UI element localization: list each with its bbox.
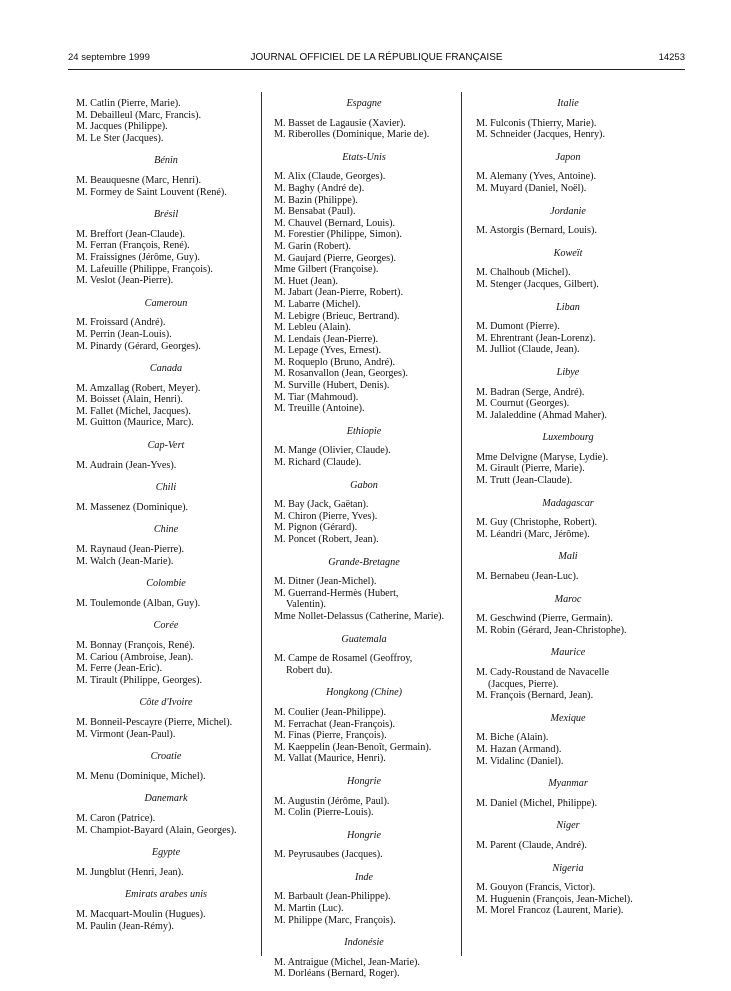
person-entry: M. Lendais (Jean-Pierre). bbox=[274, 333, 379, 345]
person-entry: M. Bonnay (François, René). bbox=[76, 640, 195, 651]
person-entry: M. Garin (Robert). bbox=[274, 240, 351, 252]
country-section bbox=[476, 367, 660, 421]
person-entry: M. Beauquesne (Marc, Henri). bbox=[76, 174, 202, 186]
country-heading: Bénin bbox=[154, 155, 178, 167]
person-entry: M. Bazin (Philippe). bbox=[274, 194, 358, 206]
person-entry: M. Cariou (Ambroise, Jean). bbox=[76, 651, 194, 663]
country-section bbox=[274, 776, 454, 819]
person-entry: M. Veslot (Jean-Pierre). bbox=[76, 275, 174, 287]
person-entry: M. Hazan (Armand). bbox=[476, 743, 562, 755]
person-entry: M. Roqueplo (Bruno, André). bbox=[274, 356, 396, 368]
country-section bbox=[76, 155, 256, 198]
column-3 bbox=[476, 98, 660, 928]
person-entry: M. Jabart (Jean-Pierre, Robert). bbox=[274, 287, 403, 299]
country-section bbox=[476, 98, 660, 141]
person-entry: M. Cady-Roustand de Navacelle bbox=[476, 667, 609, 678]
country-heading: Libye bbox=[556, 366, 580, 378]
country-heading: Corée bbox=[153, 620, 179, 632]
country-section bbox=[274, 830, 454, 861]
person-entry: M. Bensabat (Paul). bbox=[274, 206, 356, 218]
country-section bbox=[76, 620, 256, 686]
person-entry: M. Trutt (Jean-Claude). bbox=[476, 475, 573, 487]
person-entry: M. Biche (Alain). bbox=[476, 732, 549, 744]
person-entry: M. Paulin (Jean-Rémy). bbox=[76, 920, 174, 932]
country-heading: Japon bbox=[555, 151, 581, 163]
country-section bbox=[476, 594, 660, 637]
person-entry: M. Campe de Rosamel (Geoffroy, bbox=[274, 653, 413, 665]
person-entry: M. Chauvel (Bernard, Louis). bbox=[274, 217, 396, 229]
person-entry: M. Vallat (Maurice, Henri). bbox=[274, 753, 386, 765]
person-entry: M. Lebigre (Brieuc, Bertrand). bbox=[274, 310, 400, 322]
person-entry: M. Ferre (Jean-Eric). bbox=[76, 663, 162, 675]
country-heading: Hongrie bbox=[347, 775, 381, 787]
country-heading: Jordanie bbox=[550, 205, 586, 217]
person-entry: M. Basset de Lagausie (Xavier). bbox=[274, 117, 406, 129]
country-heading: Hongrie bbox=[347, 829, 381, 841]
country-section bbox=[76, 578, 256, 609]
person-entry: M. Boisset (Alain, Henri). bbox=[76, 394, 183, 406]
country-section bbox=[476, 432, 660, 486]
person-entry: (Jacques, Pierre). bbox=[488, 678, 559, 690]
person-entry: Mme Nollet-Delassus (Catherine, Marie). bbox=[274, 610, 445, 622]
person-entry: M. Ferran (François, René). bbox=[76, 240, 190, 252]
country-heading: Egypte bbox=[151, 847, 181, 859]
header-date: 24 septembre 1999 bbox=[68, 52, 150, 63]
page-number: 14253 bbox=[658, 52, 685, 63]
person-entry: M. Kaeppelin (Jean-Benoît, Germain). bbox=[274, 741, 432, 753]
person-entry: M. Philippe (Marc, François). bbox=[274, 914, 396, 926]
person-entry: M. Dumont (Pierre). bbox=[476, 321, 560, 333]
person-entry: M. Poncet (Robert, Jean). bbox=[274, 534, 379, 545]
person-entry: M. Daniel (Michel, Philippe). bbox=[476, 797, 598, 809]
country-heading: Niger bbox=[556, 820, 580, 832]
person-entry: M. Antraigue (Michel, Jean-Marie). bbox=[274, 956, 420, 968]
person-entry: M. Fallet (Michel, Jacques). bbox=[76, 405, 191, 417]
person-entry: M. Barbault (Jean-Philippe). bbox=[274, 891, 391, 903]
country-section bbox=[274, 687, 454, 765]
person-entry: M. Huet (Jean). bbox=[274, 275, 338, 287]
person-entry: M. François (Bernard, Jean). bbox=[476, 690, 594, 702]
country-heading: Espagne bbox=[346, 98, 382, 109]
person-entry: M. Baghy (André de). bbox=[274, 182, 365, 194]
person-entry: M. Treuille (Antoine). bbox=[274, 403, 365, 415]
person-entry: M. Breffort (Jean-Claude). bbox=[76, 228, 186, 240]
person-entry: M. Schneider (Jacques, Henry). bbox=[476, 129, 606, 141]
country-heading: Chine bbox=[153, 524, 179, 536]
person-entry: M. Vidalinc (Daniel). bbox=[476, 755, 564, 767]
person-entry: M. Menu (Dominique, Michel). bbox=[76, 770, 206, 782]
country-heading: Maurice bbox=[550, 647, 586, 659]
person-entry: M. Finas (Pierre, François). bbox=[274, 730, 387, 742]
country-section bbox=[76, 363, 256, 429]
person-entry: M. Massenez (Dominique). bbox=[76, 501, 189, 513]
person-entry: M. Rosanvallon (Jean, Georges). bbox=[274, 368, 408, 380]
person-entry: M. Augustin (Jérôme, Paul). bbox=[274, 795, 390, 807]
person-entry: M. Tirault (Philippe, Georges). bbox=[76, 674, 203, 686]
person-entry: M. Labarre (Michel). bbox=[274, 298, 361, 310]
person-entry: M. Chalhoub (Michel). bbox=[476, 267, 571, 279]
person-entry: M. Ehrentrant (Jean-Lorenz). bbox=[476, 332, 596, 344]
country-heading: Liban bbox=[556, 301, 580, 313]
person-entry: Mme Gilbert (Françoise). bbox=[274, 264, 379, 276]
country-section bbox=[76, 209, 256, 287]
country-section bbox=[76, 482, 256, 513]
country-heading: Inde bbox=[354, 871, 374, 883]
country-section bbox=[476, 152, 660, 195]
person-entry: Robert du). bbox=[286, 664, 333, 676]
country-section bbox=[274, 634, 454, 677]
country-section bbox=[76, 524, 256, 567]
person-entry: M. Jungblut (Henri, Jean). bbox=[76, 866, 184, 878]
person-entry: M. Peyrusaubes (Jacques). bbox=[274, 849, 383, 861]
person-entry: M. Walch (Jean-Marie). bbox=[76, 555, 174, 567]
journal-title: JOURNAL OFFICIEL DE LA RÉPUBLIQUE FRANÇAISE bbox=[250, 52, 503, 63]
country-section bbox=[274, 937, 454, 980]
person-entry: M. Alemany (Yves, Antoine). bbox=[476, 171, 597, 183]
person-entry: M. Forestier (Philippe, Simon). bbox=[274, 229, 402, 241]
country-section bbox=[476, 248, 660, 291]
country-heading: Gabon bbox=[350, 479, 378, 491]
country-heading: Etats-Unis bbox=[342, 151, 386, 163]
person-entry: M. Champiot-Bayard (Alain, Georges). bbox=[76, 824, 237, 836]
person-entry: M. Huguenin (François, Jean-Michel). bbox=[476, 893, 633, 905]
country-heading: Brésil bbox=[153, 209, 179, 221]
person-entry: M. Lebleu (Alain). bbox=[274, 322, 351, 334]
person-entry: M. Gouyon (Francis, Victor). bbox=[476, 882, 596, 894]
person-entry: M. Martin (Luc). bbox=[274, 903, 344, 915]
person-entry: M. Tiar (Mahmoud). bbox=[274, 391, 359, 403]
page-header bbox=[68, 52, 685, 68]
person-entry: M. Muyard (Daniel, Noël). bbox=[476, 182, 587, 194]
person-entry: M. Bonneil-Pescayre (Pierre, Michel). bbox=[76, 716, 233, 728]
country-section bbox=[476, 820, 660, 851]
country-section bbox=[76, 298, 256, 352]
country-section bbox=[274, 152, 454, 415]
person-entry: M. Formey de Saint Louvent (René). bbox=[76, 186, 227, 198]
person-entry: M. Macquart-Moulin (Hugues). bbox=[76, 908, 206, 920]
country-heading: Colombie bbox=[146, 578, 186, 590]
country-section bbox=[274, 557, 454, 623]
person-entry: M. Guy (Christophe, Robert). bbox=[476, 517, 598, 529]
country-heading: Grande-Bretagne bbox=[328, 556, 400, 568]
country-heading: Emirats arabes unis bbox=[124, 889, 208, 901]
person-entry: M. Ferrachat (Jean-François). bbox=[274, 718, 396, 730]
person-entry: M. Chiron (Pierre, Yves). bbox=[274, 510, 378, 522]
country-section bbox=[76, 98, 256, 144]
country-heading: Croatie bbox=[150, 751, 182, 763]
country-heading: Hongkong (Chine) bbox=[325, 687, 403, 699]
person-entry: M. Guerrand-Hermès (Hubert, bbox=[274, 587, 399, 599]
country-section bbox=[476, 647, 660, 701]
country-heading: Guatemala bbox=[341, 633, 387, 645]
person-entry: M. Morel Francoz (Laurent, Marie). bbox=[476, 905, 624, 917]
person-entry: M. Fraissignes (Jérôme, Guy). bbox=[76, 251, 200, 263]
country-section bbox=[476, 713, 660, 767]
country-heading: Luxembourg bbox=[542, 432, 594, 444]
country-section bbox=[476, 551, 660, 582]
person-entry: M. Le Ster (Jacques). bbox=[76, 132, 164, 144]
person-entry: M. Fulconis (Thierry, Marie). bbox=[476, 117, 597, 129]
country-section bbox=[76, 889, 256, 932]
person-entry: M. Robin (Gérard, Jean-Christophe). bbox=[476, 624, 627, 636]
person-entry: M. Debailleul (Marc, Francis). bbox=[76, 109, 202, 121]
person-entry: M. Gaujard (Pierre, Georges). bbox=[274, 252, 397, 264]
country-section bbox=[76, 697, 256, 740]
person-entry: M. Bay (Jack, Gaëtan). bbox=[274, 499, 369, 511]
country-section bbox=[476, 778, 660, 809]
person-entry: M. Pignon (Gérard). bbox=[274, 522, 358, 534]
person-entry: M. Catlin (Pierre, Marie). bbox=[76, 98, 181, 109]
country-heading: Cameroun bbox=[144, 297, 188, 309]
country-heading: Cap-Vert bbox=[147, 440, 185, 452]
country-heading: Italie bbox=[557, 98, 579, 109]
country-heading: Nigeria bbox=[552, 862, 584, 874]
person-entry: M. Colin (Pierre-Louis). bbox=[274, 807, 374, 819]
person-entry: M. Stenger (Jacques, Gilbert). bbox=[476, 278, 599, 290]
person-entry: M. Raynaud (Jean-Pierre). bbox=[76, 544, 185, 556]
country-heading: Madagascar bbox=[542, 497, 594, 509]
person-entry: M. Surville (Hubert, Denis). bbox=[274, 380, 390, 392]
country-section bbox=[476, 302, 660, 356]
person-entry: M. Badran (Serge, André). bbox=[476, 386, 585, 398]
country-heading: Danemark bbox=[144, 793, 188, 805]
country-heading: Canada bbox=[149, 363, 183, 375]
country-heading: Ethiopie bbox=[346, 425, 382, 437]
person-entry: M. Virmont (Jean-Paul). bbox=[76, 728, 176, 740]
person-entry: M. Alix (Claude, Georges). bbox=[274, 171, 386, 183]
country-section bbox=[274, 872, 454, 926]
person-entry: M. Bernabeu (Jean-Luc). bbox=[476, 571, 579, 583]
person-entry: Valentin). bbox=[286, 599, 326, 611]
country-heading: Koweït bbox=[553, 247, 583, 259]
person-entry: M. Dorléans (Bernard, Roger). bbox=[274, 968, 400, 980]
person-entry: Mme Delvigne (Maryse, Lydie). bbox=[476, 451, 609, 463]
person-entry: M. Ditner (Jean-Michel). bbox=[274, 576, 377, 588]
person-entry: M. Geschwind (Pierre, Germain). bbox=[476, 613, 613, 625]
person-entry: M. Caron (Patrice). bbox=[76, 812, 156, 824]
country-heading: Maroc bbox=[554, 593, 582, 605]
person-entry: M. Audrain (Jean-Yves). bbox=[76, 459, 177, 471]
country-section bbox=[76, 751, 256, 782]
column-divider bbox=[461, 92, 462, 956]
person-entry: M. Parent (Claude, André). bbox=[476, 839, 587, 851]
country-heading: Myanmar bbox=[548, 778, 588, 790]
country-section bbox=[476, 206, 660, 237]
person-entry: M. Jacques (Philippe). bbox=[76, 121, 168, 133]
country-section bbox=[76, 847, 256, 878]
country-section bbox=[76, 440, 256, 471]
person-entry: M. Jalaleddine (Ahmad Maher). bbox=[476, 409, 607, 421]
person-entry: M. Léandri (Marc, Jérôme). bbox=[476, 528, 590, 540]
person-entry: M. Cournut (Georges). bbox=[476, 398, 570, 410]
person-entry: M. Richard (Claude). bbox=[274, 457, 362, 469]
country-heading: Indonésie bbox=[344, 937, 384, 949]
country-section bbox=[476, 498, 660, 541]
person-entry: M. Astorgis (Bernard, Louis). bbox=[476, 225, 597, 237]
person-entry: M. Toulemonde (Alban, Guy). bbox=[76, 597, 201, 609]
person-entry: M. Girault (Pierre, Marie). bbox=[476, 463, 585, 475]
country-heading: Chili bbox=[155, 482, 177, 494]
person-entry: M. Lafeuille (Philippe, François). bbox=[76, 263, 213, 275]
person-entry: M. Guitton (Maurice, Marc). bbox=[76, 417, 194, 429]
person-entry: M. Mange (Olivier, Claude). bbox=[274, 445, 391, 457]
person-entry: M. Pinardy (Gérard, Georges). bbox=[76, 340, 201, 352]
header-rule bbox=[68, 69, 685, 70]
person-entry: M. Froissard (André). bbox=[76, 317, 166, 329]
column-2 bbox=[274, 98, 454, 991]
person-entry: M. Riberolles (Dominique, Marie de). bbox=[274, 129, 430, 141]
country-heading: Mexique bbox=[550, 712, 586, 724]
country-section bbox=[274, 98, 454, 141]
country-heading: Côte d'Ivoire bbox=[139, 697, 193, 709]
column-divider bbox=[261, 92, 262, 956]
person-entry: M. Perrin (Jean-Louis). bbox=[76, 328, 172, 340]
person-entry: M. Lepage (Yves, Ernest). bbox=[274, 345, 382, 357]
column-1 bbox=[76, 98, 256, 943]
country-section bbox=[274, 426, 454, 469]
person-entry: M. Amzallag (Robert, Meyer). bbox=[76, 382, 201, 394]
country-section bbox=[76, 793, 256, 836]
country-heading: Mali bbox=[558, 551, 578, 563]
country-section bbox=[476, 863, 660, 917]
country-section bbox=[274, 480, 454, 546]
person-entry: M. Julliot (Claude, Jean). bbox=[476, 344, 580, 356]
person-entry: M. Coulier (Jean-Philippe). bbox=[274, 706, 387, 718]
